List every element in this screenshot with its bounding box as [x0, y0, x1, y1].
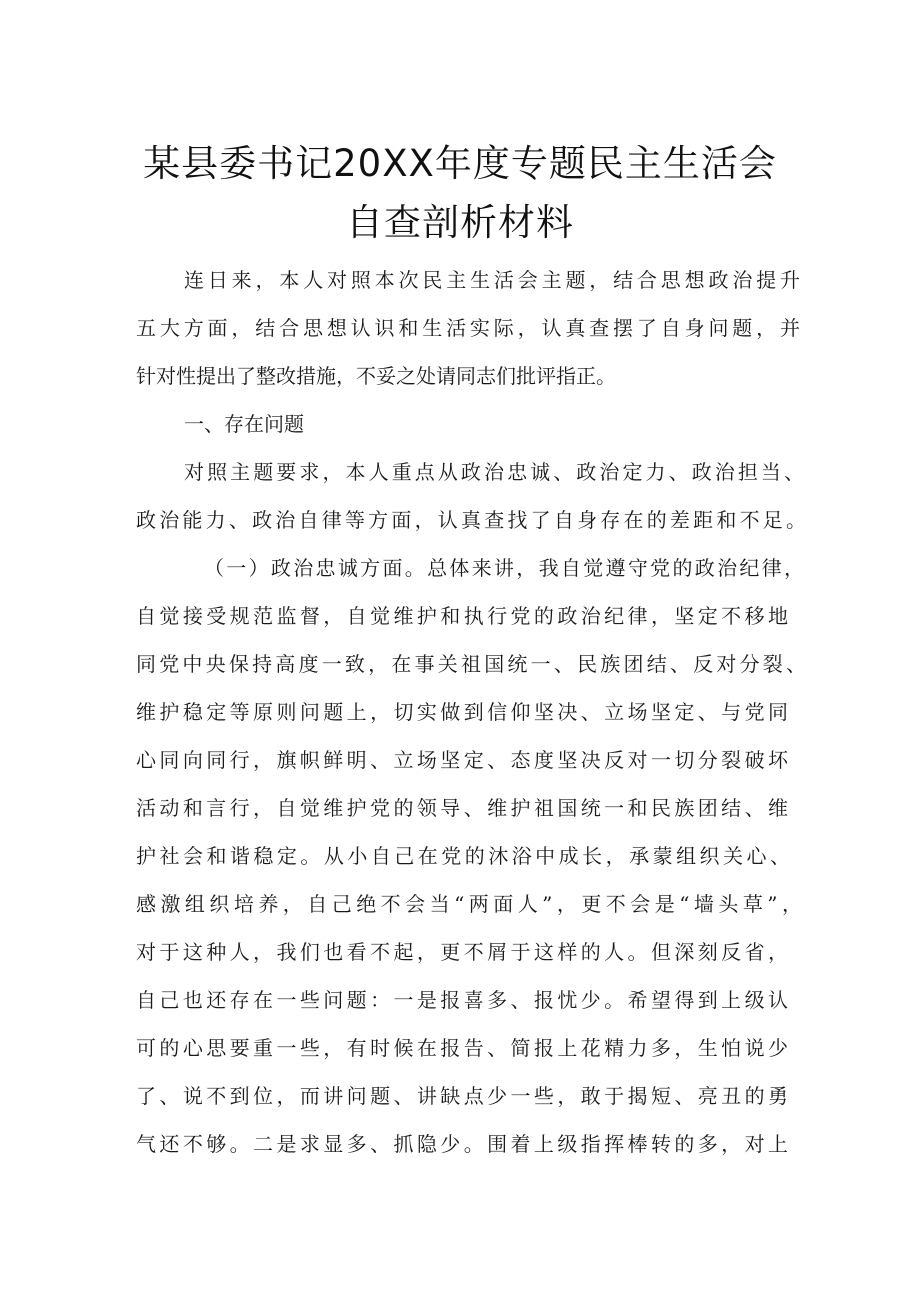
paragraph-line: 护社会和谐稳定。从小自己在党的沐浴中成长，承蒙组织关心、	[136, 844, 790, 868]
document-title-line-2: 自查剖析材料	[346, 201, 574, 244]
paragraph-line: 政治能力、政治自律等方面，认真查找了自身存在的差距和不足。	[136, 508, 806, 532]
paragraph-line: 对于这种人，我们也看不起，更不屑于这样的人。但深刻反省，	[136, 940, 788, 964]
paragraph-line: 气还不够。二是求显多、抓隐少。围着上级指挥棒转的多，对上	[136, 1132, 788, 1156]
paragraph-line: 自己也还存在一些问题：一是报喜多、报忧少。希望得到上级认	[136, 988, 788, 1012]
document-title-line-1: 某县委书记20XX年度专题民主生活会	[143, 142, 777, 185]
paragraph-line: 了、说不到位，而讲问题、讲缺点少一些，敢于揭短、亮丑的勇	[136, 1084, 788, 1108]
paragraph-line: 维护稳定等原则问题上，切实做到信仰坚决、立场坚定、与党同	[136, 700, 788, 724]
section-heading: 一、存在问题	[184, 412, 304, 436]
paragraph-line: 感激组织培养，自己绝不会当“两面人”，更不会是“墙头草”，	[136, 892, 802, 916]
paragraph-line: （一）政治忠诚方面。总体来讲，我自觉遵守党的政治纪律，	[204, 556, 804, 580]
paragraph-line: 对照主题要求，本人重点从政治忠诚、政治定力、政治担当、	[184, 460, 804, 484]
paragraph-line: 五大方面，结合思想认识和生活实际，认真查摆了自身问题，并	[136, 316, 800, 340]
paragraph-line: 同党中央保持高度一致，在事关祖国统一、民族团结、反对分裂、	[136, 652, 806, 676]
paragraph-line: 连日来，本人对照本次民主生活会主题，结合思想政治提升	[184, 268, 800, 292]
paragraph-line: 活动和言行，自觉维护党的领导、维护祖国统一和民族团结、维	[136, 796, 788, 820]
paragraph-line: 心同向同行，旗帜鲜明、立场坚定、态度坚决反对一切分裂破坏	[136, 748, 788, 772]
paragraph-line: 针对性提出了整改措施，不妥之处请同志们批评指正。	[136, 364, 616, 388]
paragraph-line: 自觉接受规范监督，自觉维护和执行党的政治纪律，坚定不移地	[136, 604, 788, 628]
paragraph-line: 可的心思要重一些，有时候在报告、简报上花精力多，生怕说少	[136, 1036, 788, 1060]
